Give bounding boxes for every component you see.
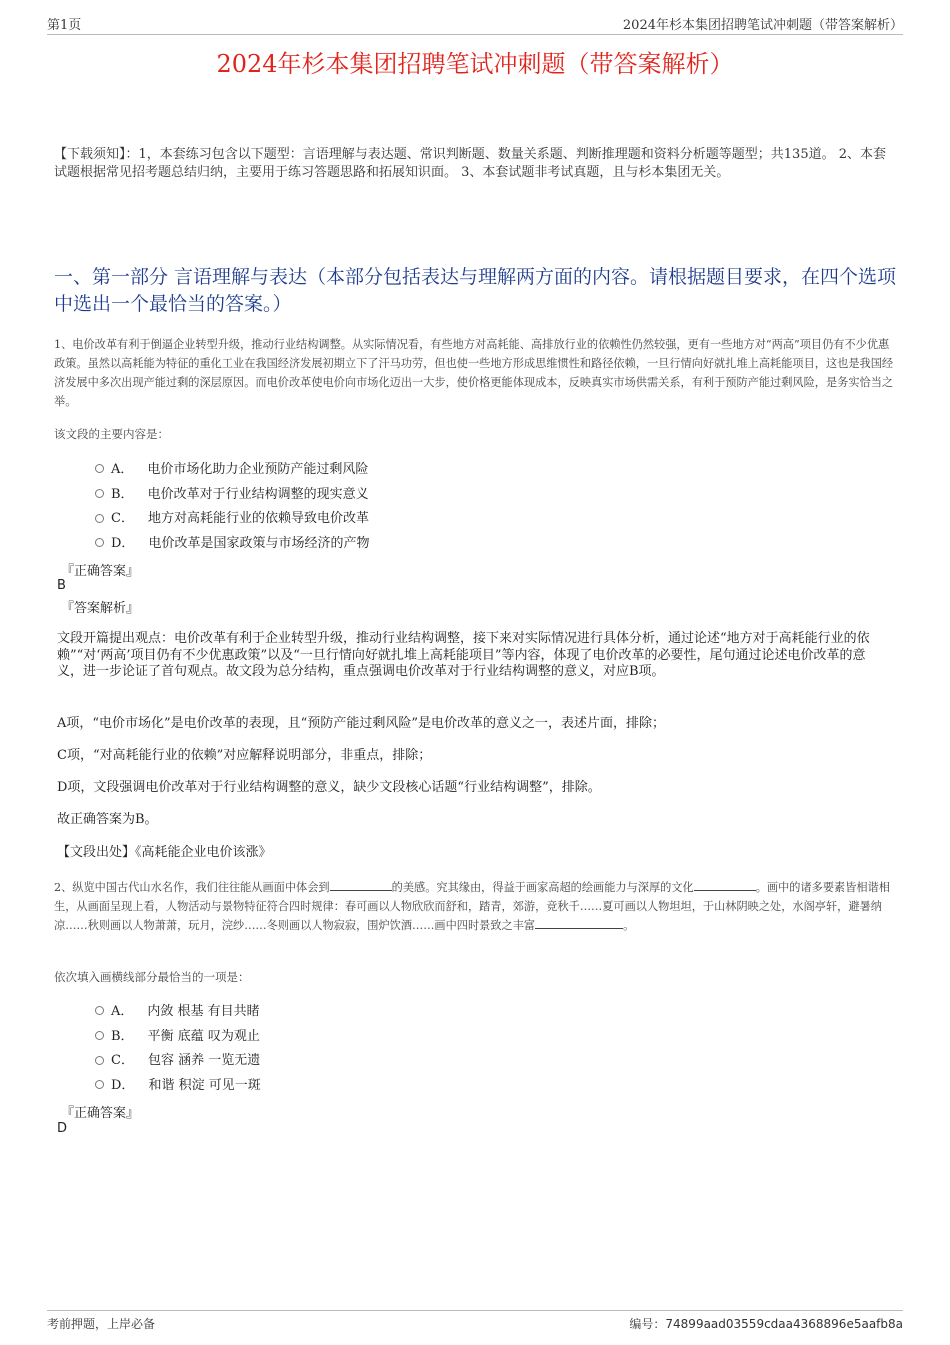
question-2-answer-label: 『正确答案』 — [61, 1106, 140, 1121]
question-2-answer: D — [57, 1121, 68, 1136]
option-c[interactable]: C． 包容 涵养 一览无遗 — [95, 1046, 261, 1071]
radio-icon[interactable] — [95, 1056, 104, 1065]
footer-code: 编号：74899aad03559cdaa4368896e5aafb8a — [629, 1317, 903, 1331]
page-footer — [47, 1310, 903, 1332]
explanation-paragraph: 文段开篇提出观点：电价改革有利于企业转型升级，推动行业结构调整，接下来对实际情况进行具体分析，通过论述“地方对于高耗能行业的依赖”“对‘两高’项目仍有不少优惠政策”以及“一旦行情向好就扎堆上高耗能项目”等内容，体现了电价改革的必要性，尾句通过论述电价改革的意义，进一步论证了首句观点。故文段为总分结构，重点强调电价改革对于行业结构调整的意义，对应B项。 — [57, 631, 870, 679]
question-2-prompt: 依次填入画横线部分最恰当的一项是： — [54, 970, 250, 984]
document-title: 2024年杉本集团招聘笔试冲刺题（带答案解析） — [216, 50, 734, 78]
download-notice: 【下载须知】：1，本套练习包含以下题型：言语理解与表达题、常识判断题、数量关系题、判断推理题和资料分析题等题型；共135道。 2、本套试题根据常见招考题总结归纳，主要用于练习答题思路和拓展知识面。 3、本套试题非考试真题，且与杉本集团无关。 — [54, 147, 886, 180]
question-1-options — [95, 455, 369, 554]
fill-blank-1 — [330, 879, 392, 891]
question-2-text: 2、纵览中国古代山水名作，我们往往能从画面中体会到 的美感。究其缘由，得益于画家高超的绘画能力与深厚的文化 。画中的诸多要素皆相谐相生，从画面呈现上看，人物活动与景物特征符合四时规律：春可画以人物欣欣而舒和，踏青，郊游，竞秋千……夏可画以人物坦坦，于山林阴映之处，水阁亭轩，避暑纳凉……秋则画以人物萧萧，玩月，浣纱……冬则画以人物寂寂，围炉饮酒……画中四时景致之丰富 。 — [54, 881, 890, 932]
radio-icon[interactable] — [95, 464, 104, 473]
option-b[interactable]: B． 平衡 底蕴 叹为观止 — [95, 1022, 261, 1047]
question-1-answer: B — [57, 578, 66, 593]
option-b[interactable]: B． 电价改革对于行业结构调整的现实意义 — [95, 480, 369, 505]
page-header — [47, 14, 903, 35]
radio-icon[interactable] — [95, 1006, 104, 1015]
option-d[interactable]: D． 电价改革是国家政策与市场经济的产物 — [95, 529, 369, 554]
explanation-paragraph: C项，“对高耗能行业的依赖”对应解释说明部分，非重点，排除； — [57, 748, 432, 763]
explanation-conclusion: 故正确答案为B。 — [57, 812, 158, 827]
explanation-paragraph: A项，“电价市场化”是电价改革的表现，且“预防产能过剩风险”是电价改革的意义之一，表述片面，排除； — [57, 716, 665, 731]
radio-icon[interactable] — [95, 489, 104, 498]
radio-icon[interactable] — [95, 1031, 104, 1040]
fill-blank-3 — [535, 917, 623, 929]
footer-slogan: 考前押题，上岸必备 — [47, 1317, 156, 1331]
radio-icon[interactable] — [95, 514, 104, 523]
explanation-paragraph: D项，文段强调电价改革对于行业结构调整的意义，缺少文段核心话题“行业结构调整”，排除。 — [57, 780, 601, 795]
option-a[interactable]: A． 电价市场化助力企业预防产能过剩风险 — [95, 455, 369, 480]
page-number: 第1页 — [47, 18, 82, 33]
option-d[interactable]: D． 和谐 积淀 可见一斑 — [95, 1071, 261, 1096]
question-1-prompt: 该文段的主要内容是： — [54, 427, 169, 441]
fill-blank-2 — [694, 879, 756, 891]
header-doc-title: 2024年杉本集团招聘笔试冲刺题（带答案解析） — [622, 18, 903, 33]
question-1-answer-label: 『正确答案』 — [61, 564, 140, 579]
passage-source: 【文段出处】《高耗能企业电价该涨》 — [57, 845, 272, 860]
question-1-explanation-label: 『答案解析』 — [61, 601, 140, 616]
question-2-options — [95, 997, 261, 1096]
question-1-text: 1、电价改革有利于倒逼企业转型升级，推动行业结构调整。从实际情况看，有些地方对高耗能、高排放行业的依赖性仍然较强，更有一些地方对“两高”项目仍有不少优惠政策。虽然以高耗能为特征的重化工业在我国经济发展初期立下了汗马功劳，但也使一些地方形成思维惯性和路径依赖，一旦行情向好就扎堆上高耗能项目，这也是我国经济发展中多次出现产能过剩的深层原因。而电价改革使电价向市场化迈出一大步，使价格更能体现成本，反映真实市场供需关系，有利于预防产能过剩风险，是务实恰当之举。 — [54, 338, 894, 408]
section-heading: 一、第一部分 言语理解与表达（本部分包括表达与理解两方面的内容。请根据题目要求，在四个选项中选出一个最恰当的答案。） — [54, 266, 897, 315]
radio-icon[interactable] — [95, 1080, 104, 1089]
option-c[interactable]: C． 地方对高耗能行业的依赖导致电价改革 — [95, 504, 369, 529]
radio-icon[interactable] — [95, 538, 104, 547]
option-a[interactable]: A． 内敛 根基 有目共睹 — [95, 997, 261, 1022]
